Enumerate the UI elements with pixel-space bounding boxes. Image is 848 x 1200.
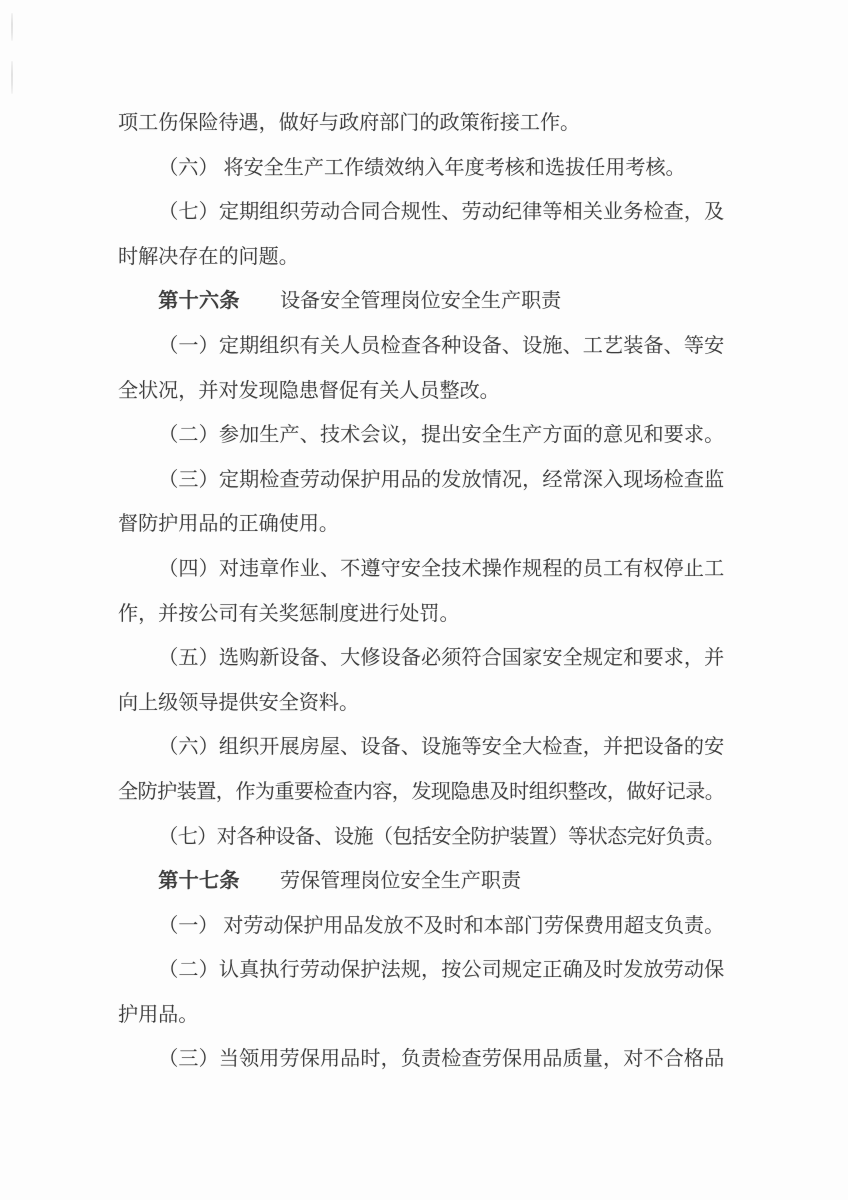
text-line: 项工伤保险待遇，做好与政府部门的政策衔接工作。 — [118, 112, 581, 134]
article-number: 第十七条 — [158, 870, 240, 893]
clause-line: （三）当领用劳保用品时，负责检查劳保用品质量，对不合格品 — [158, 1048, 724, 1071]
clause-line: （一） 对劳动保护用品发放不及时和本部门劳保费用超支负责。 — [158, 914, 724, 937]
article-heading — [118, 859, 724, 904]
article-number: 第十六条 — [158, 290, 240, 313]
text-line: 全状况，并对发现隐患督促有关人员整改。 — [118, 379, 500, 402]
text-line: 向上级领导提供安全资料。 — [118, 691, 360, 714]
scan-artifact-line — [11, 61, 13, 94]
clause-line: （四）对违章作业、不遵守安全技术操作规程的员工有权停止工 — [158, 557, 724, 580]
clause-line: （七）对各种设备、设施（包括安全防护装置）等状态完好负责。 — [158, 825, 724, 848]
clause-line: （七）定期组织劳动合同合规性、劳动纪律等相关业务检查，及 — [158, 201, 724, 224]
clause-line: （二）参加生产、技术会议，提出安全生产方面的意见和要求。 — [158, 424, 724, 447]
clause-line: （二）认真执行劳动保护法规，按公司规定正确及时发放劳动保 — [158, 959, 724, 982]
article-heading — [118, 279, 724, 324]
clause-line: （三）定期检查劳动保护用品的发放情况，经常深入现场检查监 — [158, 468, 724, 491]
article-title: 劳保管理岗位安全生产职责 — [279, 870, 522, 893]
clause-line: （六） 将安全生产工作绩效纳入年度考核和选拔任用考核。 — [158, 156, 686, 179]
clause-line: （六）组织开展房屋、设备、设施等安全大检查，并把设备的安 — [158, 736, 724, 759]
text-line: 督防护用品的正确使用。 — [118, 513, 340, 536]
clause-line: （一）定期组织有关人员检查各种设备、设施、工艺装备、等安 — [158, 334, 724, 357]
scan-artifact-line — [11, 13, 13, 41]
text-line: 作，并按公司有关奖惩制度进行处罚。 — [118, 602, 460, 625]
text-line: 护用品。 — [118, 1003, 199, 1026]
text-line: 时解决存在的问题。 — [118, 245, 299, 268]
clause-line: （五）选购新设备、大修设备必须符合国家安全规定和要求，并 — [158, 647, 724, 670]
text-line: 全防护装置，作为重要检查内容，发现隐患及时组织整改，做好记录。 — [118, 780, 724, 803]
article-title: 设备安全管理岗位安全生产职责 — [279, 290, 562, 313]
document-text — [118, 101, 724, 1082]
